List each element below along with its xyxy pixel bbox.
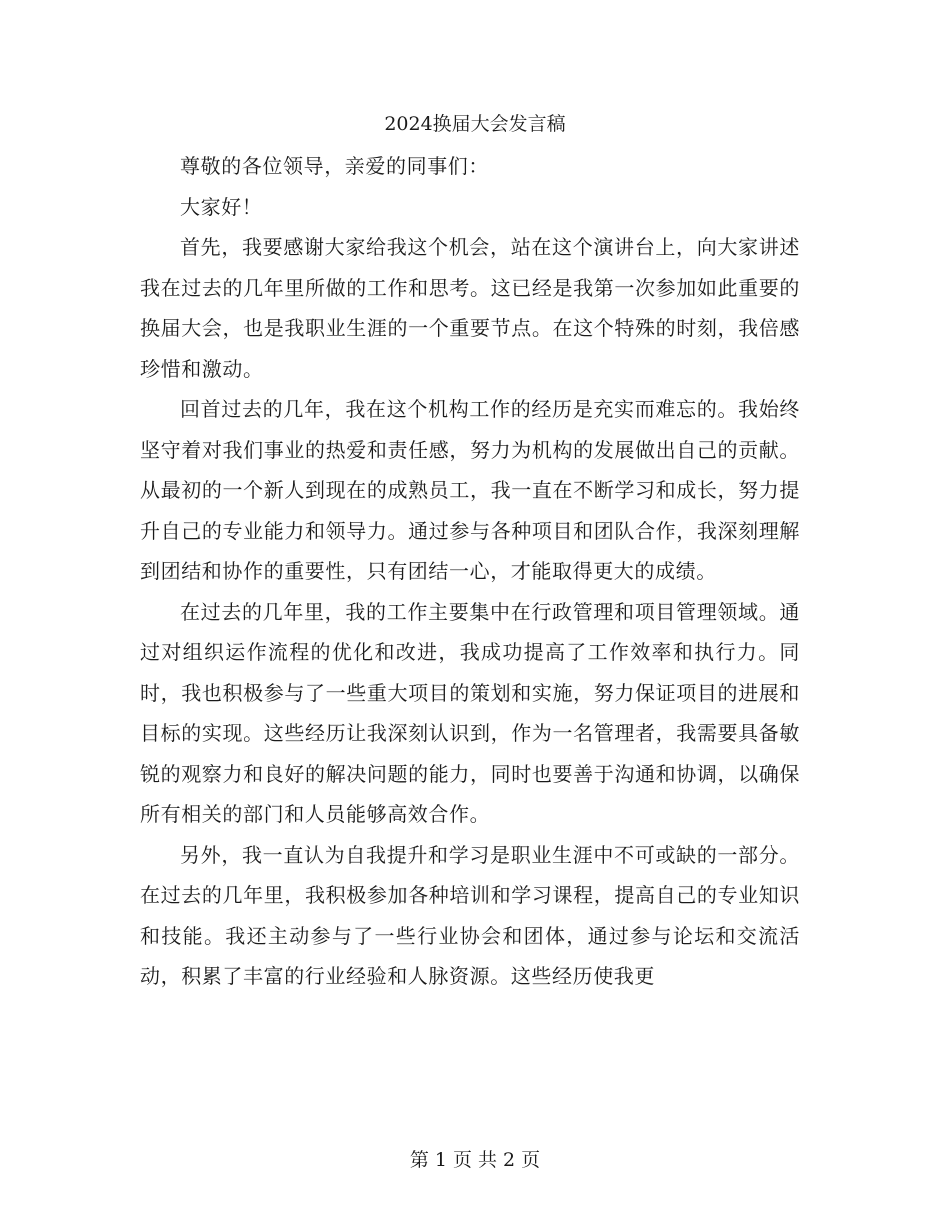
greeting-paragraph: 大家好！ xyxy=(180,194,263,219)
body-paragraph-2: 回首过去的几年，我在这个机构工作的经历是充实而难忘的。我始终坚守着对我们事业的热爱和责任感，努力为机构的发展做出自己的贡献。从最初的一个新人到现在的成熟员工，我一直在不断学习和成长，努力提升自己的专业能力和领导力。通过参与各种项目和团队合作，我深刻理解到团结和协作的重要性，只有团结一心，才能取得更大的成绩。 xyxy=(140,397,800,583)
body-paragraph-3: 在过去的几年里，我的工作主要集中在行政管理和项目管理领域。通过对组织运作流程的优化和改进，我成功提高了工作效率和执行力。同时，我也积极参与了一些重大项目的策划和实施，努力保证项目的进展和目标的实现。这些经历让我深刻认识到，作为一名管理者，我需要具备敏锐的观察力和良好的解决问题的能力，同时也要善于沟通和协调，以确保所有相关的部门和人员能够高效合作。 xyxy=(140,599,800,826)
page-footer: 第 1 页 共 2 页 xyxy=(409,1149,541,1171)
body-paragraph-1: 首先，我要感谢大家给我这个机会，站在这个演讲台上，向大家讲述我在过去的几年里所做的工作和思考。这已经是我第一次参加如此重要的换届大会，也是我职业生涯的一个重要节点。在这个特殊的时刻，我倍感珍惜和激动。 xyxy=(140,235,800,381)
document-body xyxy=(140,146,800,997)
body-paragraph-4: 另外，我一直认为自我提升和学习是职业生涯中不可或缺的一部分。在过去的几年里，我积极参加各种培训和学习课程，提高自己的专业知识和技能。我还主动参与了一些行业协会和团体，通过参与论坛和交流活动，积累了丰富的行业经验和人脉资源。这些经历使我更 xyxy=(140,842,800,988)
document-title: 2024换届大会发言稿 xyxy=(384,113,566,135)
salutation-paragraph: 尊敬的各位领导，亲爱的同事们： xyxy=(180,154,489,178)
